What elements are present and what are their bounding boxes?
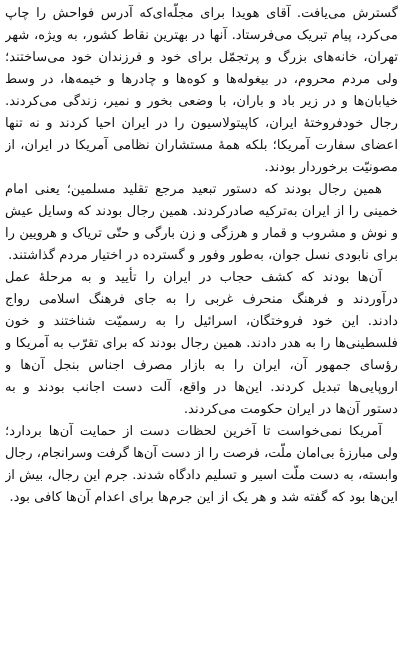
text-line: و نوش و مشروب و قمار و هرزگی و زن بارگی و حتّی تریاک و هرویین را (5, 226, 398, 241)
text-line: می‌کرد، پیام تبریک می‌فرستاد. آنها در بهترین نقاط کشور، به ویژه، شهر (5, 28, 398, 43)
text-line: دادند. این خود فروختگان، اسرائیل را به رسمیّت شناختند و خون (5, 314, 398, 329)
text-line: ولی مردم محروم، در بیغوله‌ها و کوه‌ها و چادرها و خیمه‌ها، در وسط (5, 72, 398, 87)
text-line: اروپایی‌ها تبدیل کردند. این‌ها در واقع، آلت دست اجانب بودند و به (5, 380, 398, 395)
text-line: گسترش می‌یافت. آقای هویدا برای مجلّه‌ای‌که آدرس فواحش را چاپ (5, 6, 398, 21)
text-line: رؤسای جمهور آن، ایران را به بازار مصرف اجناس بنجل آن‌ها و (5, 358, 398, 373)
text-line: آمریکا نمی‌خواست تا آخرین لحظات دست از حمایت آن‌ها بردارد؛ (5, 424, 382, 439)
text-line: همین رجال بودند که دستور تبعید مرجع تقلید مسلمین؛ یعنی امام (5, 182, 382, 197)
text-line: فلسطینی‌ها را به هدر دادند. همین رجال بودند که برای تقرّب به آمریکا و (5, 336, 398, 351)
text-line: مصونیّت برخوردار بودند. (264, 160, 398, 175)
paragraph-4 (5, 421, 398, 509)
paragraph-2 (5, 179, 398, 267)
text-line: وابسته، به دست ملّت اسیر و تسلیم دادگاه شدند. جرم این رجال، بیش از (5, 468, 398, 483)
text-line: تهران، خانه‌های بزرگ و پرتجمّل برای خود و فرزندان خود می‌ساختند؛ (5, 50, 398, 65)
text-line: این‌ها بود که گفته شد و هر یک از این جرم‌ها برای اعدام آن‌ها کافی بود. (9, 490, 398, 505)
text-line: برای نابودی نسل جوان، به‌طور وفور و گسترده در اختیار مردم گذاشتند. (8, 248, 398, 263)
text-line: رجال خودفروختهٔ ایران، کاپیتولاسیون را در ایران احیا کردند و نه تنها (5, 116, 398, 131)
text-line: اعضای سفارت آمریکا؛ بلکه همهٔ مستشاران نظامی آمریکا در ایران، از (5, 138, 398, 153)
paragraph-3 (5, 267, 398, 421)
text-line: خمینی را از ایران به‌ترکیه صادرکردند. همین رجال بودند که وسایل عیش (5, 204, 398, 219)
text-line: آن‌ها بودند که کشف حجاب در ایران را تأیید و به مرحلهٔ عمل (5, 270, 382, 285)
text-line: خیابان‌ها و در زیر باد و باران، با وضعی بخور و نمیر، زندگی می‌کردند. (5, 94, 398, 109)
paragraph-1 (5, 3, 398, 179)
text-line: ولی مبارزهٔ بی‌امان ملّت، فرصت را از دست آن‌ها گرفت وسرانجام، رجال (5, 446, 398, 461)
text-line: دستور آن‌ها در ایران حکومت می‌کردند. (183, 402, 398, 417)
text-line: درآوردند و فرهنگ منحرف غربی را به جای فرهنگ اسلامی رواج (5, 292, 398, 307)
